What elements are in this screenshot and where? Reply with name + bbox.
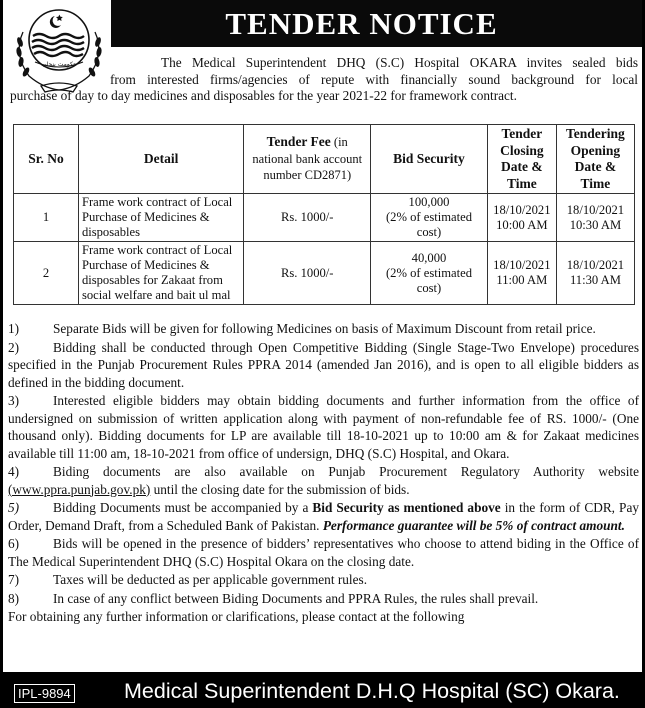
clause-7 [8,571,639,589]
header-opening: Tendering Opening Date & Time [556,125,634,194]
closing-date: 18/10/2021 [493,202,551,217]
ppra-website-link[interactable]: (www.ppra.punjab.gov.pk) [8,481,151,497]
clause-number: 2) [8,339,20,355]
intro-paragraph [10,55,638,105]
table-row [14,242,635,305]
cell-sr-no: 1 [14,194,79,242]
table-header-row [14,125,635,194]
cell-tender-fee: Rs. 1000/- [244,242,371,305]
cell-tender-fee: Rs. 1000/- [244,194,371,242]
clause-bold-text: Bid Security as mentioned above [312,500,501,515]
clauses-list [8,320,639,626]
clause-number: 3) [8,393,20,408]
tender-table [13,124,635,305]
clause-3 [8,392,639,462]
table-row [14,194,635,242]
intro-line-3: purchase of day to day medicines and disposables for the year 2021-22 for framework contract. [10,88,517,103]
footer-band [0,672,645,708]
header-band [111,0,642,47]
clause-5 [8,499,639,534]
opening-date: 18/10/2021 [566,258,625,272]
header-closing: Tender Closing Date & Time [487,125,556,194]
header-sr-no: Sr. No [14,125,79,194]
svg-text:حکومت پنجاب: حکومت پنجاب [41,61,77,68]
tender-notice-page [3,0,642,672]
clause-text: Taxes will be deducted as per applicable government rules. [53,572,368,587]
clause-text: Biding documents are also available on Punjab Procurement Regulatory Authority website [53,464,639,479]
performance-guarantee-note: Performance guarantee will be 5% of contract amount. [322,517,625,533]
bid-security-amount: 40,000 [411,250,447,265]
header-tender-fee [244,125,371,194]
cell-opening [556,242,634,305]
header-bid-security: Bid Security [371,125,488,194]
opening-date: 18/10/2021 [566,202,625,217]
clause-text: Bids will be opened in the presence of bidders’ representatives who choose to attend biding in the Office of The Medical Superintendent DHQ (S.C) Hospital Okara on the closing date. [8,536,639,569]
clause-text: Bidding Documents must be accompanied by a [53,500,313,515]
closing-time: 11:00 AM [496,273,548,287]
clause-text: In case of any conflict between Biding Documents and PPRA Rules, the rules shall prevail. [53,590,539,606]
clause-text: Interested eligible bidders may obtain bidding documents and further information from the office of undersigned on submission of written application along with payment of non-refundable fee of RS. 1000/- (One thousand only). Bidding documents for LP are available till 18-10-2021 up to 10:00 am & for Zakaat medicines available till 11:00 am, 18-10-2021 from office of undersign, DHQ (S.C) Hospital, and Okara. [8,393,639,461]
clause-number: 6) [8,536,20,551]
page-title: TENDER NOTICE [225,5,498,41]
clause-text-after: until the closing date for the submission of bids. [150,481,410,497]
bid-security-note: (2% of estimated cost) [385,210,473,239]
opening-time: 11:30 AM [569,273,621,287]
contact-line: For obtaining any further information or clarifications, please contact at the following [8,609,465,624]
clause-4 [8,463,639,498]
cell-sr-no: 2 [14,242,79,305]
clause-text: Bidding shall be conducted through Open Competitive Bidding (Single Stage-Two Envelope) procedures specified in the Punjab Procurement Rules PPRA 2014 (amended Jan 2016), and is open to all eligible bidders as defined in the bidding document. [8,339,639,390]
header-tender-fee-note: (in national bank account number CD2871) [252,135,363,183]
cell-bid-security [371,242,488,305]
clause-text: Separate Bids will be given for following Medicines on basis of Maximum Discount from retail price. [53,321,596,336]
clause-number: 1) [8,321,20,336]
opening-time: 10:30 AM [569,217,622,232]
clause-number: 8) [8,590,20,606]
cell-closing [487,242,556,305]
clause-8 [8,590,639,608]
ipl-code-badge: IPL-9894 [14,684,75,703]
clause-number: 5) [8,500,20,515]
bid-security-note: (2% of estimated cost) [385,265,473,295]
closing-time: 10:00 AM [496,217,548,232]
header-detail: Detail [78,125,243,194]
clause-number: 7) [8,572,20,587]
clause-6 [8,535,639,570]
intro-line-2: from interested firms/agencies of repute with financially sound background for local [110,71,638,87]
clause-text-after: in the form of CDR, Pay Order, Demand Draft, from a Scheduled Bank of Pakistan. [8,500,639,533]
signatory-title: Medical Superintendent D.H.Q Hospital (SC) Okara. [124,679,620,703]
cell-opening [556,194,634,242]
intro-line-1: The Medical Superintendent DHQ (S.C) Hospital OKARA invites sealed bids [161,55,638,70]
closing-date: 18/10/2021 [493,258,551,272]
cell-closing [487,194,556,242]
clause-2 [8,339,639,392]
cell-bid-security [371,194,488,242]
clause-number: 4) [8,464,20,479]
bid-security-amount: 100,000 [408,195,450,209]
cell-detail: Frame work contract of Local Purchase of Medicines & disposables [78,194,243,242]
cell-detail: Frame work contract of Local Purchase of Medicines & disposables for Zakaat from social welfare and bait ul mal [78,242,243,305]
clause-1 [8,320,639,338]
header-tender-fee-title: Tender Fee [266,134,331,150]
